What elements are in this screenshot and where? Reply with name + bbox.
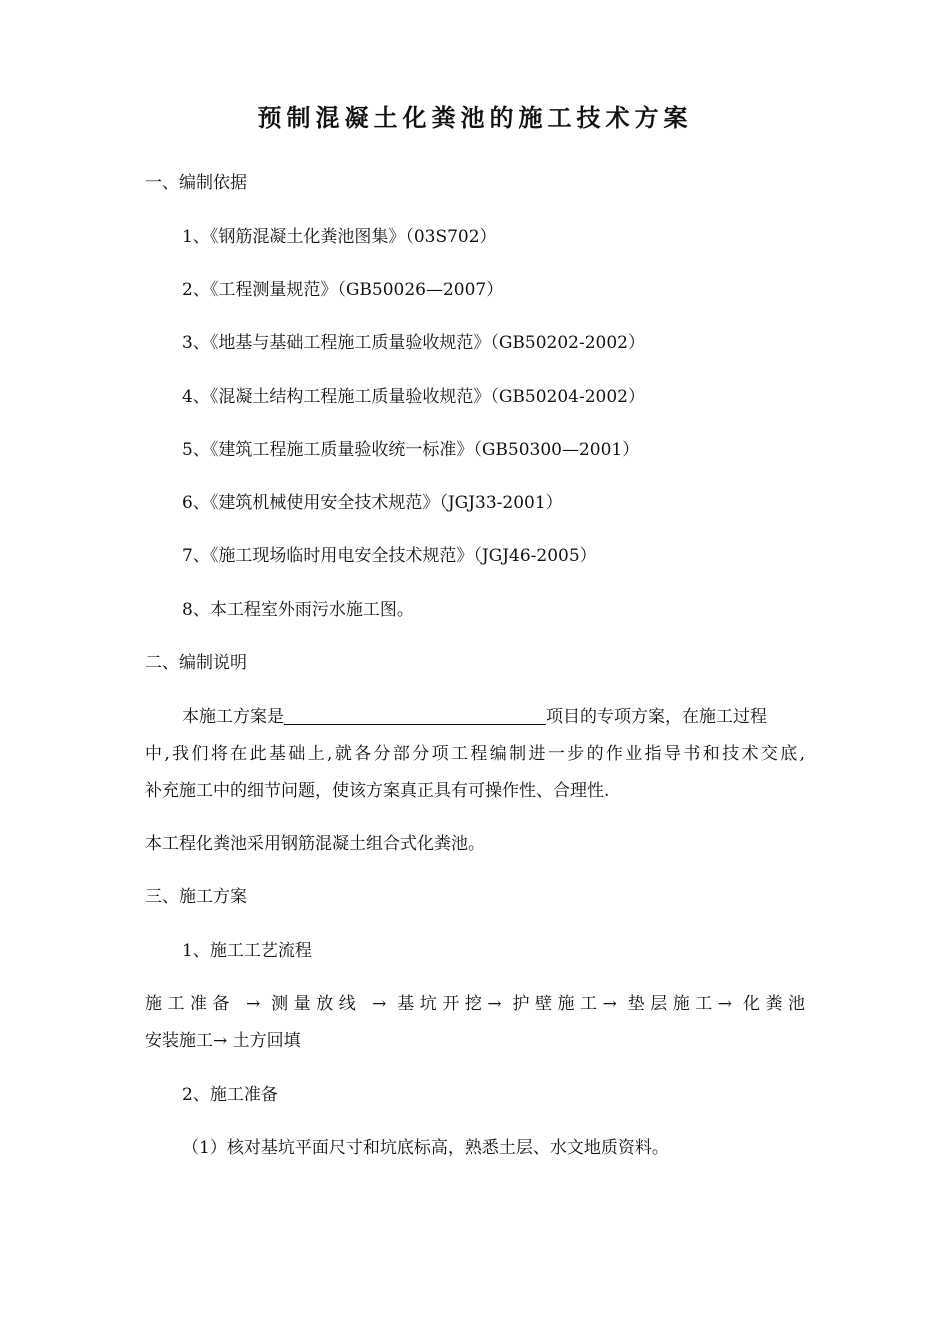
- plan-subheading-flow: 1、施工工艺流程: [182, 941, 312, 961]
- section-heading-plan: 三、施工方案: [145, 887, 247, 907]
- document-title: 预制混凝土化粪池的施工技术方案: [257, 104, 693, 132]
- section-heading-basis: 一、编制依据: [145, 173, 247, 193]
- basis-item-8: 8、本工程室外雨污水施工图。: [182, 600, 414, 620]
- para-suffix: 项目的专项方案，在施工过程: [546, 707, 767, 727]
- description-para-line-3: 补充施工中的细节问题，使该方案真正具有可操作性、合理性.: [145, 781, 610, 801]
- basis-item-5: 5、《建筑工程施工质量验收统一标准》（GB50300—2001）: [182, 440, 640, 460]
- description-para-line-2: 中,我们将在此基础上,就各分部分项工程编制进一步的作业指导书和技术交底,: [145, 744, 805, 764]
- basis-item-4: 4、《混凝土结构工程施工质量验收规范》（GB50204-2002）: [182, 387, 645, 407]
- process-flow-line-2: 安装施工→ 土方回填: [145, 1031, 301, 1051]
- description-para-line-1: [182, 705, 767, 729]
- process-flow-line-1: 施工准备 → 测量放线 → 基坑开挖→ 护壁施工→ 垫层施工→ 化粪池: [145, 994, 805, 1014]
- preparation-item-1: （1）核对基坑平面尺寸和坑底标高，熟悉土层、水文地质资料。: [182, 1138, 669, 1158]
- basis-item-6: 6、《建筑机械使用安全技术规范》（JGJ33-2001）: [182, 493, 563, 513]
- basis-item-3: 3、《地基与基础工程施工质量验收规范》（GB50202-2002）: [182, 333, 645, 353]
- basis-item-2: 2、《工程测量规范》（GB50026—2007）: [182, 280, 504, 300]
- description-para-2: 本工程化粪池采用钢筋混凝土组合式化粪池。: [145, 834, 485, 854]
- basis-item-7: 7、《施工现场临时用电安全技术规范》（JGJ46-2005）: [182, 546, 597, 566]
- project-name-blank: [284, 706, 546, 725]
- para-prefix: 本施工方案是: [182, 707, 284, 727]
- plan-subheading-preparation: 2、施工准备: [182, 1085, 278, 1105]
- section-heading-description: 二、编制说明: [145, 653, 247, 673]
- basis-item-1: 1、《钢筋混凝土化粪池图集》（03S702）: [182, 227, 497, 247]
